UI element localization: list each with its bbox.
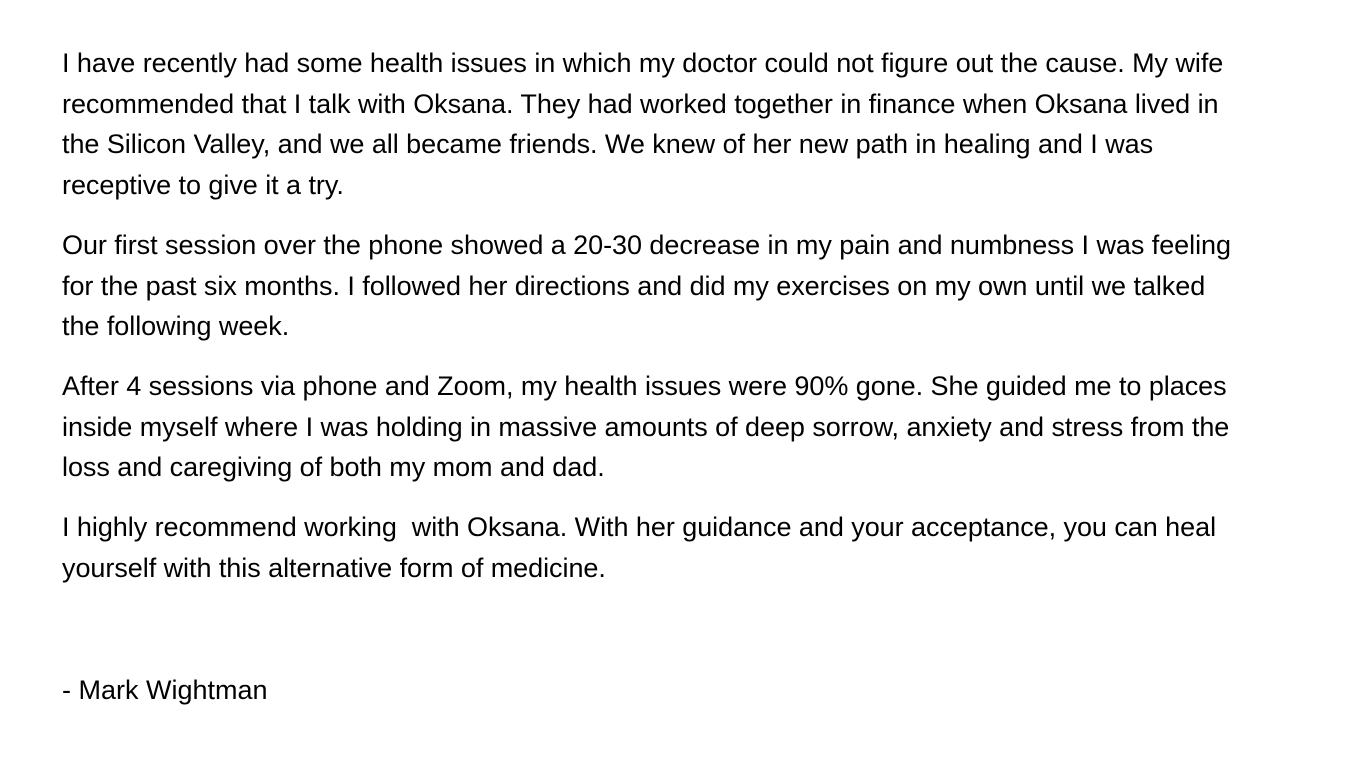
testimonial-body	[62, 43, 1242, 588]
testimonial-paragraph-1: I have recently had some health issues in which my doctor could not figure out the cause. My wife recommended that I talk with Oksana. They had worked together in finance when Oksana lived in the Silicon Valley, and we all became friends. We knew of her new path in healing and I was receptive to give it a try.	[62, 48, 1231, 201]
testimonial-signature: - Mark Wightman	[62, 675, 268, 705]
testimonial-paragraph-4: I highly recommend working with Oksana. With her guidance and your acceptance, you can heal yourself with this alternative form of medicine.	[62, 512, 1224, 583]
testimonial-paragraph-2: Our first session over the phone showed a 20-30 decrease in my pain and numbness I was feeling for the past six months. I followed her directions and did my exercises on my own until we talked the following week.	[62, 229, 1239, 342]
testimonial-paragraph-3: After 4 sessions via phone and Zoom, my health issues were 90% gone. She guided me to places inside myself where I was holding in massive amounts of deep sorrow, anxiety and stress from the loss and caregiving of both my mom and dad.	[62, 370, 1237, 483]
